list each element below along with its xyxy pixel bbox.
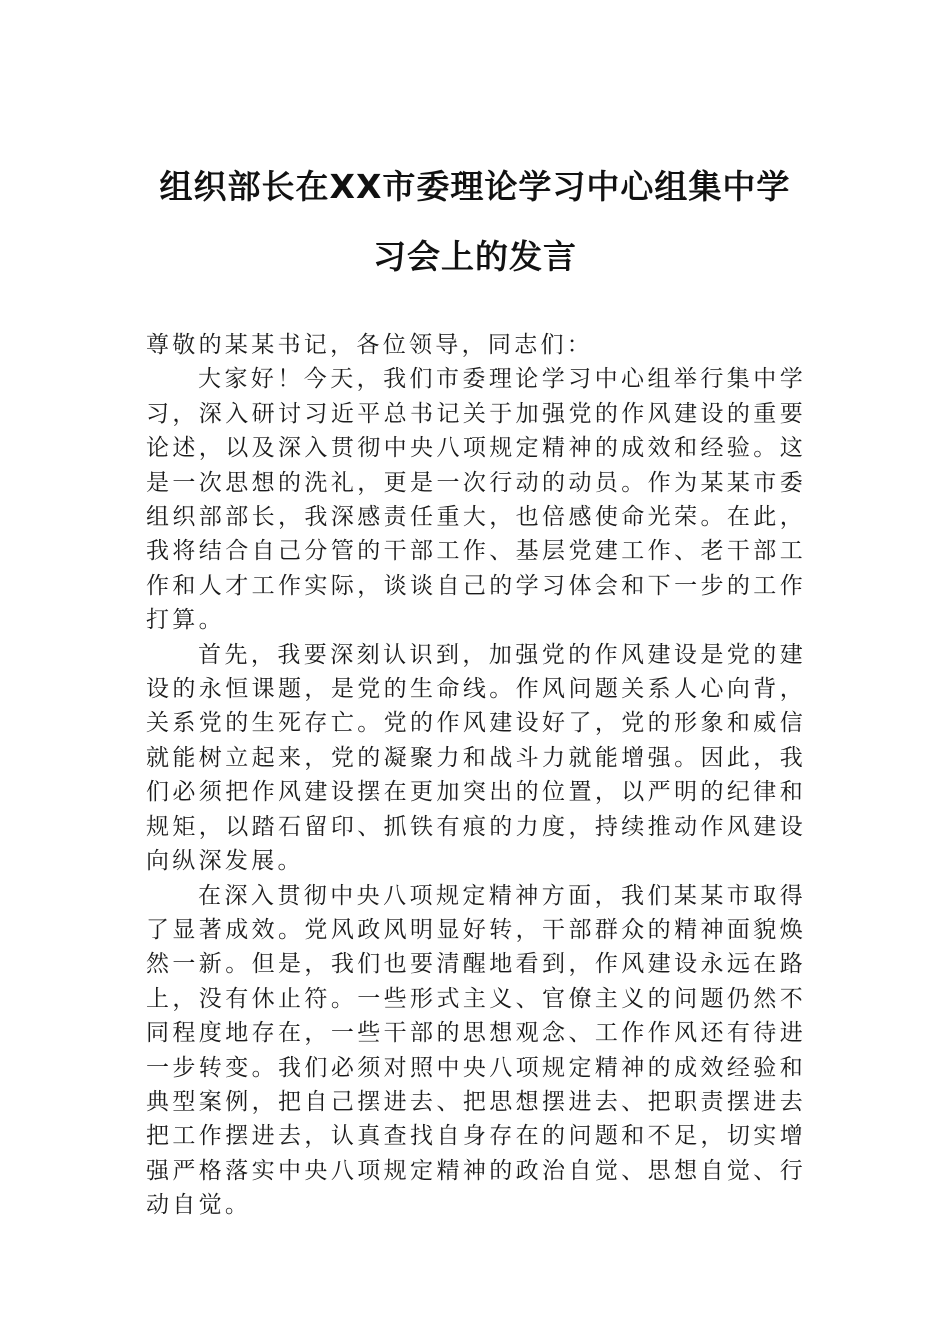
title-line-1: 组织部长在XX市委理论学习中心组集中学: [159, 167, 791, 206]
title-line-2: 习会上的发言: [373, 237, 577, 276]
document-body: [146, 328, 806, 1223]
paragraph-eight-regulations: 在深入贯彻中央八项规定精神方面，我们某某市取得了显著成效。党风政风明显好转，干部群众的精神面貌焕然一新。但是，我们也要清醒地看到，作风建设永远在路上，没有休止符。一些形式主义、官僚主义的问题仍然不同程度地存在，一些干部的思想观念、工作作风还有待进一步转变。我们必须对照中央八项规定精神的成效经验和典型案例，把自己摆进去、把思想摆进去、把职责摆进去把工作摆进去，认真查找自身存在的问题和不足，切实增强严格落实中央八项规定精神的政治自觉、思想自觉、行动自觉。: [146, 882, 806, 1219]
paragraph-opening: 大家好！今天，我们市委理论学习中心组举行集中学习，深入研讨习近平总书记关于加强党的作风建设的重要论述，以及深入贯彻中央八项规定精神的成效和经验。这是一次思想的洗礼，更是一次行动的动员。作为某某市委组织部部长，我深感责任重大，也倍感使命光荣。在此，我将结合自己分管的干部工作、基层党建工作、老干部工作和人才工作实际，谈谈自己的学习体会和下一步的工作打算。: [146, 366, 806, 634]
document-title: [140, 152, 810, 292]
salutation: 尊敬的某某书记，各位领导，同志们：: [146, 332, 594, 358]
paragraph-style-building: 首先，我要深刻认识到，加强党的作风建设是党的建设的永恒课题，是党的生命线。作风问题关系人心向背，关系党的生死存亡。党的作风建设好了，党的形象和威信就能树立起来，党的凝聚力和战斗力就能增强。因此，我们必须把作风建设摆在更加突出的位置，以严明的纪律和规矩，以踏石留印、抓铁有痕的力度，持续推动作风建设向纵深发展。: [146, 641, 806, 875]
